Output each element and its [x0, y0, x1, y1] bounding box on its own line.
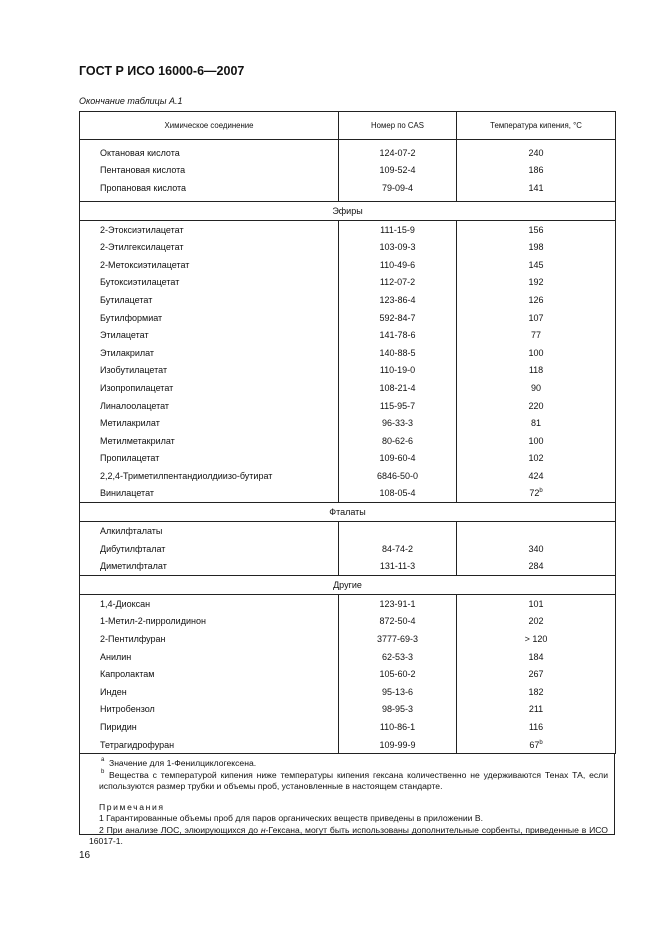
- boiling-point-value: 182: [528, 686, 544, 697]
- compound-name: Этилакрилат: [80, 344, 339, 362]
- note-2-end: -Гексана, могут быть использованы дополнительные сорбенты, приведенные в ИСО 16017-1.: [89, 824, 608, 846]
- boiling-point-value: > 120: [524, 634, 548, 645]
- boiling-point-value: 184: [528, 651, 544, 662]
- boiling-point: [457, 613, 616, 631]
- cas-number: 3777-69-3: [339, 630, 457, 648]
- cas-number: 103-09-3: [339, 238, 457, 256]
- cas-number: 123-91-1: [339, 595, 457, 613]
- compound-name: Дибутилфталат: [80, 540, 339, 558]
- table-row: [80, 522, 616, 540]
- table-notes: [79, 754, 615, 846]
- table-row: [80, 274, 616, 292]
- boiling-point-value: 118: [528, 365, 544, 376]
- compound-name: Этилацетат: [80, 326, 339, 344]
- table-row: [80, 595, 616, 613]
- boiling-point: [457, 665, 616, 683]
- compound-name: Тетрагидрофуран: [80, 736, 339, 754]
- boiling-point-value: 156: [528, 224, 544, 235]
- column-header-boiling-point: Температура кипения, °С: [457, 112, 616, 140]
- table-row: [80, 540, 616, 558]
- footnote-a: [89, 758, 608, 770]
- table-row: [80, 291, 616, 309]
- table-row: [80, 220, 616, 238]
- boiling-point-value: 424: [528, 470, 544, 481]
- boiling-point: [457, 630, 616, 648]
- boiling-point: [457, 467, 616, 485]
- page-number: 16: [79, 850, 91, 861]
- cas-number: 62-53-3: [339, 648, 457, 666]
- compound-name: Пропилацетат: [80, 450, 339, 468]
- compound-name: Метилакрилат: [80, 414, 339, 432]
- boiling-point: [457, 485, 616, 503]
- table-row: [80, 630, 616, 648]
- table-caption: Окончание таблицы А.1: [79, 96, 183, 106]
- boiling-point: [457, 238, 616, 256]
- cas-number: [339, 522, 457, 540]
- group-header-row: [80, 576, 616, 595]
- boiling-point-value: 240: [528, 147, 544, 158]
- note-2-start: 2 При анализе ЛОС, элюирующихся до: [99, 824, 261, 835]
- cas-number: 96-33-3: [339, 414, 457, 432]
- table-row: [80, 362, 616, 380]
- footnote-ref: b: [539, 739, 543, 746]
- boiling-point-value: 284: [528, 561, 544, 572]
- cas-number: 109-60-4: [339, 450, 457, 468]
- boiling-point-value: 186: [528, 165, 544, 176]
- boiling-point: [457, 274, 616, 292]
- compound-name: Бутоксиэтилацетат: [80, 274, 339, 292]
- note-2-italic: н: [260, 824, 266, 835]
- cas-number: 84-74-2: [339, 540, 457, 558]
- boiling-point-value: 107: [528, 312, 544, 323]
- cas-number: 141-78-6: [339, 326, 457, 344]
- boiling-point-value: 100: [528, 347, 544, 358]
- boiling-point-value: 116: [528, 722, 544, 733]
- table-header-row: [80, 112, 616, 140]
- cas-number: 140-88-5: [339, 344, 457, 362]
- table-row: [80, 140, 616, 162]
- cas-number: 124-07-2: [339, 140, 457, 162]
- boiling-point: [457, 648, 616, 666]
- table-row: [80, 467, 616, 485]
- boiling-point: [457, 522, 616, 540]
- boiling-point-value: 145: [528, 259, 544, 270]
- compound-name: Метилметакрилат: [80, 432, 339, 450]
- cas-number: 872-50-4: [339, 613, 457, 631]
- boiling-point-value: 141: [528, 182, 544, 193]
- boiling-point: [457, 179, 616, 197]
- table-row: [80, 613, 616, 631]
- boiling-point-value: 101: [528, 598, 544, 609]
- table-row: [80, 683, 616, 701]
- table-row: [80, 450, 616, 468]
- compound-name: Пропановая кислота: [80, 179, 339, 197]
- cas-number: 98-95-3: [339, 701, 457, 719]
- boiling-point: [457, 595, 616, 613]
- boiling-point: [457, 344, 616, 362]
- boiling-point-value: 267: [528, 669, 544, 680]
- boiling-point: [457, 362, 616, 380]
- boiling-point: [457, 397, 616, 415]
- compound-name: 1-Метил-2-пирролидинон: [80, 613, 339, 631]
- notes-heading: Примечания: [99, 801, 165, 812]
- cas-number: 592-84-7: [339, 309, 457, 327]
- boiling-point: [457, 220, 616, 238]
- boiling-point: [457, 379, 616, 397]
- cas-number: 80-62-6: [339, 432, 457, 450]
- table-row: [80, 397, 616, 415]
- group-title: Эфиры: [80, 201, 616, 220]
- boiling-point: [457, 540, 616, 558]
- group-header-row: [80, 201, 616, 220]
- footnote-b-marker: b: [101, 768, 105, 775]
- cas-number: 115-95-7: [339, 397, 457, 415]
- boiling-point-value: 67: [529, 739, 540, 750]
- compound-name: Алкилфталаты: [80, 522, 339, 540]
- boiling-point-value: 72: [529, 488, 540, 499]
- boiling-point-value: 192: [528, 277, 544, 288]
- table-row: [80, 238, 616, 256]
- cas-number: 108-05-4: [339, 485, 457, 503]
- boiling-point: [457, 736, 616, 754]
- compound-name: Пиридин: [80, 718, 339, 736]
- table-body: [80, 140, 616, 754]
- compound-name: Диметилфталат: [80, 557, 339, 575]
- group-title: Другие: [80, 576, 616, 595]
- compound-name: 2-Метоксиэтилацетат: [80, 256, 339, 274]
- table-row: [80, 414, 616, 432]
- table-row: [80, 718, 616, 736]
- compound-name: 2,2,4-Триметилпентандиолдиизо-бутират: [80, 467, 339, 485]
- cas-number: 105-60-2: [339, 665, 457, 683]
- cas-number: 109-52-4: [339, 162, 457, 180]
- compound-name: Бутилформиат: [80, 309, 339, 327]
- footnote-ref: b: [539, 488, 543, 495]
- boiling-point-value: 90: [530, 382, 541, 393]
- boiling-point: [457, 683, 616, 701]
- boiling-point: [457, 414, 616, 432]
- footnote-a-marker: a: [101, 757, 105, 763]
- table-row: [80, 701, 616, 719]
- note-2: [89, 825, 608, 848]
- compound-name: Инден: [80, 683, 339, 701]
- boiling-point-value: 220: [528, 400, 544, 411]
- cas-number: 109-99-9: [339, 736, 457, 754]
- table-row: [80, 485, 616, 503]
- boiling-point-value: 77: [530, 330, 541, 341]
- cas-number: 110-49-6: [339, 256, 457, 274]
- table-row: [80, 432, 616, 450]
- compound-name: Бутилацетат: [80, 291, 339, 309]
- compound-name: Нитробензол: [80, 701, 339, 719]
- boiling-point: [457, 140, 616, 162]
- boiling-point: [457, 326, 616, 344]
- compound-name: 2-Этилгексилацетат: [80, 238, 339, 256]
- boiling-point: [457, 309, 616, 327]
- boiling-point-value: 211: [528, 704, 544, 715]
- boiling-point-value: 126: [528, 294, 544, 305]
- boiling-point: [457, 291, 616, 309]
- footnote-b-text: Вещества с температурой кипения ниже температуры кипения гексана количественно не удерживаются Тенах ТА, если используются размер трубки и объемы проб, установленные в настоящем стандарте.: [99, 769, 608, 791]
- boiling-point-value: 102: [528, 453, 544, 464]
- boiling-point: [457, 718, 616, 736]
- table-row: [80, 665, 616, 683]
- compound-name: Изобутилацетат: [80, 362, 339, 380]
- group-title: Фталаты: [80, 503, 616, 522]
- compound-name: 1,4-Диоксан: [80, 595, 339, 613]
- group-header-row: [80, 503, 616, 522]
- boiling-point-value: 100: [528, 435, 544, 446]
- compound-name: Анилин: [80, 648, 339, 666]
- note-1: 1 Гарантированные объемы проб для паров органических веществ приведены в приложении В.: [99, 813, 483, 823]
- boiling-point: [457, 256, 616, 274]
- compound-name: Капролактам: [80, 665, 339, 683]
- boiling-point: [457, 432, 616, 450]
- cas-number: 108-21-4: [339, 379, 457, 397]
- compound-name: 2-Пентилфуран: [80, 630, 339, 648]
- cas-number: 111-15-9: [339, 220, 457, 238]
- boiling-point-table: [79, 111, 616, 754]
- cas-number: 6846-50-0: [339, 467, 457, 485]
- compound-name: Линалоолацетат: [80, 397, 339, 415]
- column-header-cas: Номер по CAS: [339, 112, 457, 140]
- table-row: [80, 379, 616, 397]
- compound-name: Изопропилацетат: [80, 379, 339, 397]
- cas-number: 110-19-0: [339, 362, 457, 380]
- table-row: [80, 179, 616, 197]
- table-row: [80, 162, 616, 180]
- table-row: [80, 309, 616, 327]
- table-row: [80, 736, 616, 754]
- cas-number: 79-09-4: [339, 179, 457, 197]
- cas-number: 112-07-2: [339, 274, 457, 292]
- boiling-point-value: 202: [528, 616, 544, 627]
- boiling-point-value: 81: [530, 418, 541, 429]
- footnote-a-text: Значение для 1-Фенилциклогексена.: [109, 758, 257, 768]
- boiling-point-value: 340: [528, 543, 544, 554]
- table-row: [80, 256, 616, 274]
- cas-number: 95-13-6: [339, 683, 457, 701]
- boiling-point: [457, 162, 616, 180]
- footnote-b: [89, 770, 608, 793]
- cas-number: 110-86-1: [339, 718, 457, 736]
- compound-name: Винилацетат: [80, 485, 339, 503]
- table-row: [80, 557, 616, 575]
- column-header-compound: Химическое соединение: [80, 112, 339, 140]
- table-row: [80, 648, 616, 666]
- cas-number: 123-86-4: [339, 291, 457, 309]
- compound-name: 2-Этоксиэтилацетат: [80, 220, 339, 238]
- cas-number: 131-11-3: [339, 557, 457, 575]
- boiling-point-value: 198: [528, 242, 544, 253]
- boiling-point: [457, 450, 616, 468]
- document-title: ГОСТ Р ИСО 16000-6—2007: [79, 64, 245, 78]
- boiling-point: [457, 701, 616, 719]
- table-row: [80, 344, 616, 362]
- compound-name: Пентановая кислота: [80, 162, 339, 180]
- compound-name: Октановая кислота: [80, 140, 339, 162]
- table-row: [80, 326, 616, 344]
- boiling-point: [457, 557, 616, 575]
